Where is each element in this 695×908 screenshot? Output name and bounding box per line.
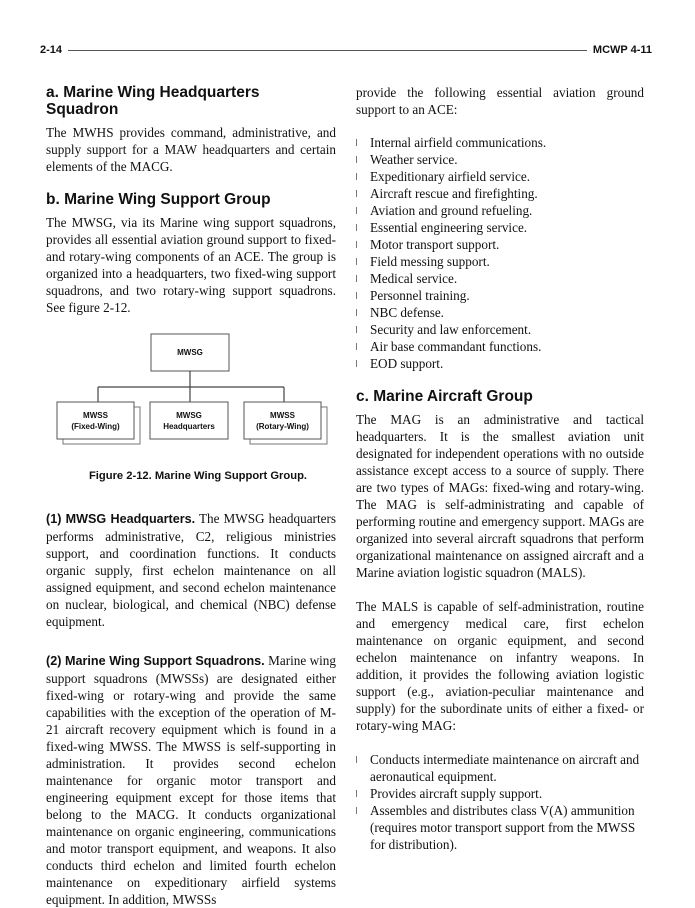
bullet-icon	[356, 275, 357, 282]
list-item-text: Internal airfield communications.	[370, 135, 547, 150]
list-item-text: Field messing support.	[370, 254, 490, 269]
para-mwsg-headquarters	[46, 510, 336, 630]
list-item-text: Expeditionary airfield service.	[370, 169, 531, 184]
left-column	[46, 84, 336, 908]
section-c-body: The MAG is an administrative and tactical headquarters. It is the smallest aviation unit designated for independent operations with no outside assistance except access to a source of supply. There are two types of MAGs: fixed-wing and rotary-wing. The MAG is self-administrating and capable of performing routine and emergency support. MAGs are organized into several aircraft squadrons that perform organizational maintenance on assigned aircraft and a Marine aviation logistic squadron (MALS).	[356, 412, 644, 580]
bullet-icon	[356, 139, 357, 146]
para-2-body: Marine wing support squadrons (MWSSs) are designated either fixed-wing or rotary-wing and provide the same capabilities with the exception of the operation of M-21 aircraft recovery equipment which is found in a fixed-wing MWSS. The MWSS is self-supporting in administration. It provides second echelon maintenance for organic motor transport and engineering equipment except for those items that belong to the MACG. It conducts organizational maintenance on organic engineering, communications and motor transport equipment, and weapons. It also conducts third echelon and limited fourth echelon maintenance on expeditionary airfield systems equipment. In addition, MWSSs	[46, 653, 336, 907]
bullet-icon	[356, 207, 357, 214]
list-item-text: Aircraft rescue and firefighting.	[370, 186, 538, 201]
list-item	[356, 185, 644, 202]
list-item	[356, 287, 644, 304]
list-item	[356, 355, 644, 372]
bullet-icon	[356, 258, 357, 265]
figure-2-12	[46, 330, 336, 490]
mwsg-hq-line1: MWSG	[176, 411, 202, 420]
mwsg-hq-line2: Headquarters	[163, 422, 215, 431]
bullet-icon	[356, 326, 357, 333]
list-item	[356, 236, 644, 253]
list-item-text: NBC defense.	[370, 305, 444, 320]
list-item-text: Security and law enforcement.	[370, 322, 532, 337]
support-list	[356, 134, 644, 372]
bullet-icon	[356, 360, 357, 367]
para-1-lead: (1) MWSG Headquarters.	[46, 512, 196, 526]
list-item	[356, 321, 644, 338]
page-number: 2-14	[40, 44, 63, 56]
bullet-icon	[356, 756, 357, 763]
bullet-icon	[356, 156, 357, 163]
list-item-text: Aviation and ground refueling.	[370, 203, 533, 218]
publication-id: MCWP 4-11	[592, 44, 652, 56]
section-b-body: The MWSG, via its Marine wing support squadrons, provides all essential aviation ground support to fixed- and rotary-wing components of an ACE. The group is organized into a headquarters, two fixed-wing support squadrons, and two rotary-wing support squadrons. See figure 2-12.	[46, 215, 336, 315]
list-item-text: Essential engineering service.	[370, 220, 528, 235]
bullet-icon	[356, 807, 357, 814]
list-item	[356, 304, 644, 321]
list-item	[356, 151, 644, 168]
section-c-heading: c. Marine Aircraft Group	[356, 388, 533, 405]
list-item-text: Conducts intermediate maintenance on aircraft and aeronautical equipment.	[370, 752, 640, 784]
list-item-text: Personnel training.	[370, 288, 470, 303]
mwss-rotary-line1: MWSS	[270, 411, 295, 420]
list-item-text: Air base commandant functions.	[370, 339, 542, 354]
bullet-icon	[356, 309, 357, 316]
mwss-rotary-label	[244, 410, 321, 432]
running-header	[40, 42, 652, 58]
list-item	[356, 253, 644, 270]
mwss-fixed-line2: (Fixed-Wing)	[71, 422, 120, 431]
list-item	[356, 802, 644, 853]
section-a-heading	[46, 84, 336, 118]
mwss-fixed-line1: MWSS	[83, 411, 108, 420]
bullet-icon	[356, 224, 357, 231]
section-a-heading-line2: Squadron	[46, 101, 119, 118]
list-item-text: Assembles and distributes class V(A) ammunition (requires motor transport support from the MWSS for distribution).	[370, 803, 636, 852]
list-item	[356, 168, 644, 185]
list-item-text: Medical service.	[370, 271, 458, 286]
section-a-body: The MWHS provides command, administrative, and supply support for a MAW headquarters and certain elements of the MACG.	[46, 125, 336, 174]
mals-body: The MALS is capable of self-administration, routine and emergency medical care, first echelon maintenance on organic equipment, and second echelon maintenance on infantry weapons. In addition, it provides the following aviation logistic support (e.g., aviation-peculiar maintenance and supply) for the subordinate units of either a fixed- or rotary-wing MAG:	[356, 599, 644, 733]
bullet-icon	[356, 790, 357, 797]
bullet-icon	[356, 173, 357, 180]
figure-caption: Figure 2-12. Marine Wing Support Group.	[88, 470, 308, 482]
bullet-icon	[356, 343, 357, 350]
right-column	[356, 84, 644, 853]
list-item	[356, 270, 644, 287]
list-item	[356, 338, 644, 355]
mwsg-box-label: MWSG	[177, 348, 203, 357]
list-item-text: Weather service.	[370, 152, 458, 167]
bullet-icon	[356, 241, 357, 248]
mwss-fixed-label	[57, 410, 134, 432]
section-b-heading: b. Marine Wing Support Group	[46, 191, 271, 208]
para-mwss	[46, 652, 336, 908]
list-item	[356, 134, 644, 151]
para-1-body: The MWSG headquarters performs administrative, C2, religious ministries support, and coordination functions. It conducts organic supply, first echelon maintenance on all assigned equipment, and second echelon maintenance on nuclear, biological, and chemical (NBC) defense equipment.	[46, 511, 336, 629]
bullet-icon	[356, 190, 357, 197]
list-item	[356, 785, 644, 802]
section-a-heading-line1: a. Marine Wing Headquarters	[46, 84, 260, 101]
list-item	[356, 219, 644, 236]
continuation-text: provide the following essential aviation ground support to an ACE:	[356, 85, 644, 117]
mwsg-hq-label	[150, 410, 228, 432]
list-item	[356, 202, 644, 219]
list-item-text: Provides aircraft supply support.	[370, 786, 543, 801]
list-item-text: Motor transport support.	[370, 237, 500, 252]
list-item-text: EOD support.	[370, 356, 444, 371]
mwss-rotary-line2: (Rotary-Wing)	[256, 422, 309, 431]
mals-list	[356, 751, 644, 853]
list-item	[356, 751, 644, 785]
para-2-lead: (2) Marine Wing Support Squadrons.	[46, 654, 265, 668]
bullet-icon	[356, 292, 357, 299]
header-rule	[68, 50, 587, 51]
